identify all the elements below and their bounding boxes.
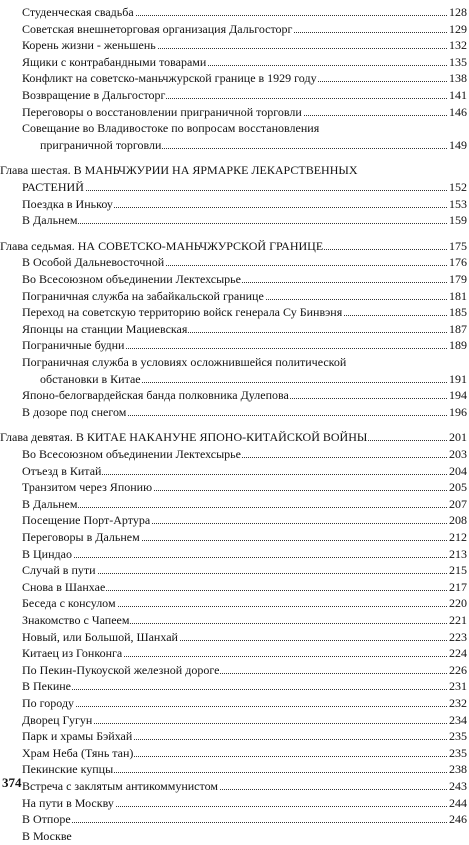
entry-page-number: 135 — [449, 54, 467, 69]
entry-title: Глава седьмая. НА СОВЕТСКО-МАНЬЧЖУРСКОЙ ГРАНИЦЕ — [0, 238, 324, 253]
entry-title: В Отпоре — [22, 812, 71, 827]
entry-title: Пекинские купцы — [22, 762, 114, 777]
toc-entry — [0, 354, 469, 371]
entry-page-number: 212 — [449, 530, 467, 544]
toc-entry — [0, 271, 469, 288]
entry-page-number: 201 — [449, 430, 467, 445]
entry-title: Беседа с консулом — [22, 596, 116, 611]
entry-title: Храм Неба (Тянь тан) — [22, 745, 134, 760]
entry-page-number: 231 — [449, 679, 467, 694]
chapter-entry — [0, 429, 469, 446]
entry-title: Японо-белогвардейская банда полковника Дулепова — [22, 388, 289, 403]
entry-title: В Циндао — [22, 546, 72, 561]
toc-entry — [0, 529, 469, 546]
entry-title: Знакомство с Чапеем — [22, 613, 130, 627]
entry-title: Пограничная служба в условиях осложнившейся политической — [22, 355, 347, 369]
entry-title: Пограничная служба на забайкальской границе — [22, 288, 264, 303]
entry-title: Посещение Порт-Артура — [22, 513, 151, 528]
dot-leader — [22, 557, 465, 558]
entry-page-number: 146 — [449, 104, 467, 119]
entry-page-number: 204 — [449, 463, 467, 478]
toc-entry — [0, 104, 469, 121]
toc-entry — [0, 512, 469, 529]
toc-entry — [0, 612, 469, 629]
entry-title: Новый, или Большой, Шанхай — [22, 629, 178, 644]
entry-title: Случай в пути — [22, 563, 96, 578]
entry-page-number: 213 — [449, 546, 467, 561]
chapter-entry — [0, 162, 469, 179]
toc-entry — [0, 828, 469, 845]
toc-entry — [0, 54, 469, 71]
toc-entry — [0, 629, 469, 646]
entry-title: обстановки в Китае — [40, 371, 141, 386]
entry-title: Переход на советскую территорию войск генерала Су Бинвэня — [22, 305, 343, 320]
entry-title: В дозоре под снегом — [22, 404, 127, 419]
entry-page-number: 129 — [449, 21, 467, 36]
toc-entry — [0, 695, 469, 712]
chapter-entry — [0, 238, 469, 255]
entry-title: Переговоры в Дальнем — [22, 530, 140, 544]
entry-page-number: 208 — [449, 513, 467, 528]
entry-title: Встреча с заклятым антикоммунистом — [22, 779, 218, 793]
entry-page-number: 128 — [449, 5, 467, 19]
toc-entry — [0, 70, 469, 87]
toc-entry — [0, 304, 469, 321]
entry-title: Пограничные будни — [22, 338, 125, 353]
entry-title: Корень жизни - женьшень — [22, 38, 156, 53]
entry-title: Глава девятая. В КИТАЕ НАКАНУНЕ ЯПОНО-КИТАЙСКОЙ ВОЙНЫ — [0, 430, 368, 445]
entry-title: В Дальнем — [22, 213, 78, 228]
toc-entry — [0, 778, 469, 795]
entry-title: Возвращение в Дальгосторг — [22, 88, 166, 102]
entry-page-number: 207 — [449, 496, 467, 511]
entry-title: В Москве — [22, 828, 72, 843]
entry-title: В Особой Дальневосточной — [22, 255, 165, 270]
toc-entry — [0, 595, 469, 612]
entry-page-number: 179 — [449, 272, 467, 286]
dot-leader — [22, 190, 465, 191]
toc-entry — [0, 288, 469, 305]
entry-page-number: 205 — [449, 480, 467, 495]
entry-page-number: 187 — [449, 321, 467, 336]
entry-page-number: 217 — [449, 579, 467, 594]
toc-entry — [0, 321, 469, 338]
entry-page-number: 141 — [449, 88, 467, 102]
toc-entry — [0, 87, 469, 104]
toc-entry — [0, 728, 469, 745]
toc-entry — [0, 196, 469, 213]
toc-entry — [0, 337, 469, 354]
toc-entry — [0, 212, 469, 229]
toc-entry — [0, 745, 469, 762]
entry-page-number: 246 — [449, 812, 467, 827]
toc-entry — [0, 254, 469, 271]
entry-title: На пути в Москву — [22, 795, 114, 810]
entry-page-number: 185 — [449, 305, 467, 320]
entry-page-number: 203 — [449, 447, 467, 461]
toc-entry — [0, 371, 469, 388]
toc-entry — [0, 795, 469, 812]
entry-page-number: 224 — [449, 646, 467, 661]
entry-title: По Пекин-Пукоуской железной дороге — [22, 662, 220, 677]
entry-page-number: 176 — [449, 255, 467, 270]
entry-page-number: 221 — [449, 613, 467, 627]
toc-entry — [0, 387, 469, 404]
toc-entry — [0, 678, 469, 695]
entry-title: Китаец из Гонконга — [22, 646, 123, 661]
toc-entry — [0, 446, 469, 463]
entry-title: Конфликт на советско-маньчжурской границе в 1929 году — [22, 71, 317, 86]
entry-page-number: 194 — [449, 388, 467, 403]
entry-page-number: 215 — [449, 563, 467, 578]
entry-page-number: 181 — [449, 288, 467, 303]
toc-entry — [0, 137, 469, 154]
entry-page-number: 223 — [449, 629, 467, 644]
toc-entry — [0, 761, 469, 778]
chapter-entry — [0, 179, 469, 196]
toc-entry — [0, 562, 469, 579]
entry-page-number: 232 — [449, 696, 467, 710]
entry-title: Парк и храмы Бэйхай — [22, 729, 133, 744]
toc-entry — [0, 404, 469, 421]
entry-title: По городу — [22, 696, 75, 710]
entry-title: Дворец Гугун — [22, 712, 93, 727]
entry-page-number: 196 — [449, 404, 467, 419]
entry-page-number: 149 — [449, 137, 467, 152]
toc-entry — [0, 811, 469, 828]
entry-page-number: 138 — [449, 71, 467, 86]
toc-entry — [0, 546, 469, 563]
entry-title: В Пекине — [22, 679, 71, 694]
entry-title: приграничной торговли — [40, 137, 162, 152]
toc-entry — [0, 4, 469, 21]
entry-title: Во Всесоюзном объединении Лектехсырье — [22, 447, 241, 461]
dot-leader — [22, 223, 465, 224]
entry-title: Ящики с контрабандными товарами — [22, 54, 207, 69]
entry-page-number: 189 — [449, 338, 467, 353]
entry-page-number: 191 — [449, 371, 467, 386]
entry-page-number: 238 — [449, 762, 467, 777]
entry-title: Переговоры о восстановлении приграничной торговли — [22, 104, 302, 119]
toc-entry — [0, 645, 469, 662]
entry-title: РАСТЕНИЙ — [22, 180, 84, 194]
entry-page-number: 235 — [449, 745, 467, 760]
entry-page-number: 132 — [449, 38, 467, 53]
entry-page-number: 153 — [449, 196, 467, 211]
toc-entry — [0, 579, 469, 596]
toc-entry — [0, 21, 469, 38]
entry-title: Поездка в Инькоу — [22, 196, 113, 211]
entry-title: Советская внешнеторговая организация Дальгосторг — [22, 21, 293, 36]
entry-page-number: 152 — [449, 180, 467, 194]
entry-title: В Дальнем — [22, 496, 78, 511]
entry-page-number: 235 — [449, 729, 467, 744]
dot-leader — [22, 689, 465, 690]
entry-title: Студенческая свадьба — [22, 5, 134, 19]
entry-title: Японцы на станции Мациевская — [22, 321, 188, 336]
dot-leader — [22, 706, 465, 707]
entry-page-number: 226 — [449, 662, 467, 677]
entry-title: Транзитом через Японию — [22, 480, 153, 495]
toc-entry — [0, 463, 469, 480]
dot-leader — [22, 822, 465, 823]
entry-title: Глава шестая. В МАНЬЧЖУРИИ НА ЯРМАРКЕ ЛЕКАРСТВЕННЫХ — [0, 163, 358, 178]
toc-entry — [0, 662, 469, 679]
entry-page-number: 244 — [449, 795, 467, 810]
entry-page-number: 243 — [449, 779, 467, 793]
page-number: 374 — [2, 775, 22, 790]
entry-page-number: 220 — [449, 596, 467, 611]
toc-entry — [0, 120, 469, 137]
entry-title: Снова в Шанхае — [22, 579, 106, 594]
dot-leader — [22, 507, 465, 508]
toc-entry — [0, 479, 469, 496]
toc-entry — [0, 496, 469, 513]
entry-page-number: 175 — [449, 238, 467, 253]
entry-title: Отъезд в Китай — [22, 463, 102, 478]
toc-entry — [0, 712, 469, 729]
toc-entry — [0, 37, 469, 54]
entry-title: Во Всесоюзном объединении Лектехсырье — [22, 272, 241, 286]
entry-page-number: 159 — [449, 213, 467, 228]
entry-title: Совещание во Владивостоке по вопросам восстановления — [22, 121, 320, 136]
entry-page-number: 234 — [449, 712, 467, 727]
